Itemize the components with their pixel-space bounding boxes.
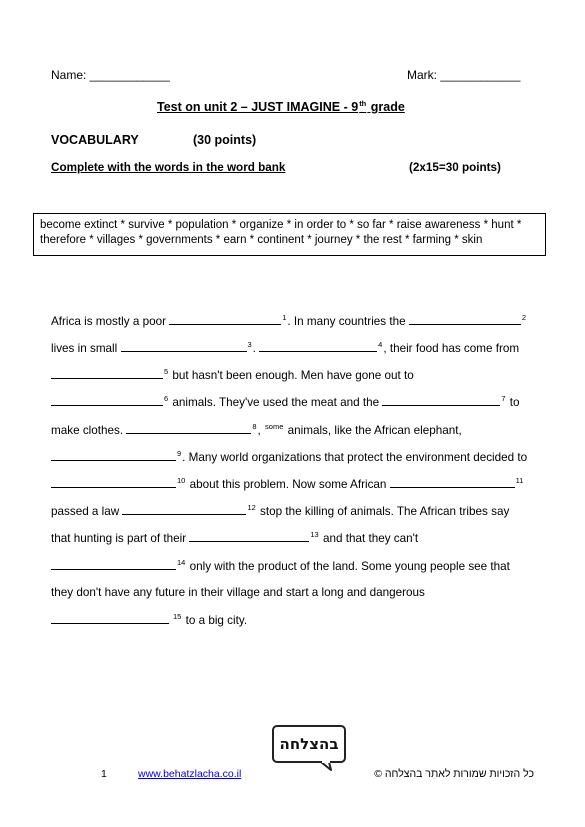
blank-number: 9 xyxy=(177,449,182,458)
title-suffix: grade xyxy=(367,100,405,114)
answer-blank-1[interactable] xyxy=(169,314,281,325)
answer-blank-5[interactable] xyxy=(51,368,163,379)
passage-line xyxy=(51,395,520,409)
answer-blank-8[interactable] xyxy=(126,423,251,434)
copyright-text: כל הזכויות שמורות לאתר בהצלחה © xyxy=(374,768,534,780)
name-field: Name: ____________ xyxy=(51,68,170,82)
blank-number: 7 xyxy=(501,394,506,403)
behatzlacha-logo xyxy=(271,724,349,772)
passage-line xyxy=(51,423,462,437)
section-points: (30 points) xyxy=(193,133,257,147)
site-link[interactable]: www.behatzlacha.co.il xyxy=(138,768,242,780)
blank-number: 4 xyxy=(378,340,383,349)
passage-text: that hunting is part of their xyxy=(51,532,190,545)
passage-text: passed a law xyxy=(51,505,123,518)
blank-number: 12 xyxy=(247,503,256,512)
passage-text: about this problem. Now some African xyxy=(186,478,390,491)
passage-line xyxy=(51,314,527,328)
blank-number: 5 xyxy=(164,367,169,376)
answer-blank-13[interactable] xyxy=(189,531,309,542)
passage-line xyxy=(51,586,425,599)
passage-text: , their food has come from xyxy=(383,342,520,355)
word-bank-line-1: become extinct * survive * population * organize * in order to * so far * raise awareness * hunt * xyxy=(40,219,522,231)
answer-blank-6[interactable] xyxy=(51,395,163,406)
passage-line xyxy=(51,368,414,382)
blank-number: 13 xyxy=(310,530,319,539)
passage-text: only with the product of the land. Some young people see that xyxy=(186,560,510,573)
passage-line xyxy=(51,504,509,518)
mark-field: Mark: ____________ xyxy=(407,68,521,82)
blank-number: 8 xyxy=(252,422,257,431)
blank-number: 2 xyxy=(521,313,527,322)
blank-number: 1 xyxy=(282,313,287,322)
word-bank xyxy=(33,213,546,256)
passage-line xyxy=(51,613,247,627)
answer-blank-9[interactable] xyxy=(51,450,176,461)
small-text: some xyxy=(265,422,284,431)
passage-line xyxy=(51,341,519,355)
answer-blank-10[interactable] xyxy=(51,477,176,488)
answer-blank-2[interactable] xyxy=(409,314,521,325)
instruction-points: (2x15=30 points) xyxy=(409,161,501,174)
blank-number: 15 xyxy=(173,612,182,621)
passage-text: make clothes. xyxy=(51,424,127,437)
passage-text: but hasn't been enough. Men have gone out to xyxy=(169,369,414,382)
passage-text: to a big city. xyxy=(182,614,248,627)
passage-text: animals, like the African elephant, xyxy=(284,424,462,437)
section-heading: VOCABULARY xyxy=(51,133,139,147)
answer-blank-12[interactable] xyxy=(122,504,246,515)
blank-number: 6 xyxy=(164,394,169,403)
passage-text: lives in small xyxy=(51,342,121,355)
passage-text: they don't have any future in their village and start a long and dangerous xyxy=(51,586,425,599)
passage-text: stop the killing of animals. The African tribes say xyxy=(256,505,510,518)
passage-line xyxy=(51,531,418,545)
blank-number: 10 xyxy=(177,476,186,485)
instruction: Complete with the words in the word bank xyxy=(51,161,286,174)
page-number: 1 xyxy=(101,768,107,780)
blank-number: 11 xyxy=(515,476,524,485)
title-prefix: Test on unit 2 – JUST IMAGINE - 9 xyxy=(157,100,359,114)
blank-number: 14 xyxy=(177,558,186,567)
passage-line xyxy=(51,477,524,491)
page-title xyxy=(157,100,405,114)
answer-blank-4[interactable] xyxy=(259,341,377,352)
logo-text: בהצלחה xyxy=(279,735,339,753)
passage-text: . xyxy=(252,342,260,355)
passage-text: , xyxy=(257,424,265,437)
passage-text: and that they can't xyxy=(319,532,419,545)
answer-blank-15[interactable] xyxy=(51,613,169,624)
passage-line xyxy=(51,450,527,464)
blank-number: 3 xyxy=(247,340,252,349)
passage-text: to xyxy=(506,396,520,409)
word-bank-line-2: therefore * villages * governments * earn * continent * journey * the rest * farming * skin xyxy=(40,234,483,246)
passage-text: . In many countries the xyxy=(287,315,409,328)
answer-blank-7[interactable] xyxy=(382,395,500,406)
passage-text: . Many world organizations that protect the environment decided to xyxy=(182,451,528,464)
answer-blank-3[interactable] xyxy=(121,341,247,352)
passage-text: animals. They've used the meat and the xyxy=(169,396,383,409)
passage-line xyxy=(51,559,510,573)
answer-blank-14[interactable] xyxy=(51,559,176,570)
passage-text: Africa is mostly a poor xyxy=(51,315,170,328)
title-sup: th xyxy=(359,99,367,108)
answer-blank-11[interactable] xyxy=(390,477,515,488)
